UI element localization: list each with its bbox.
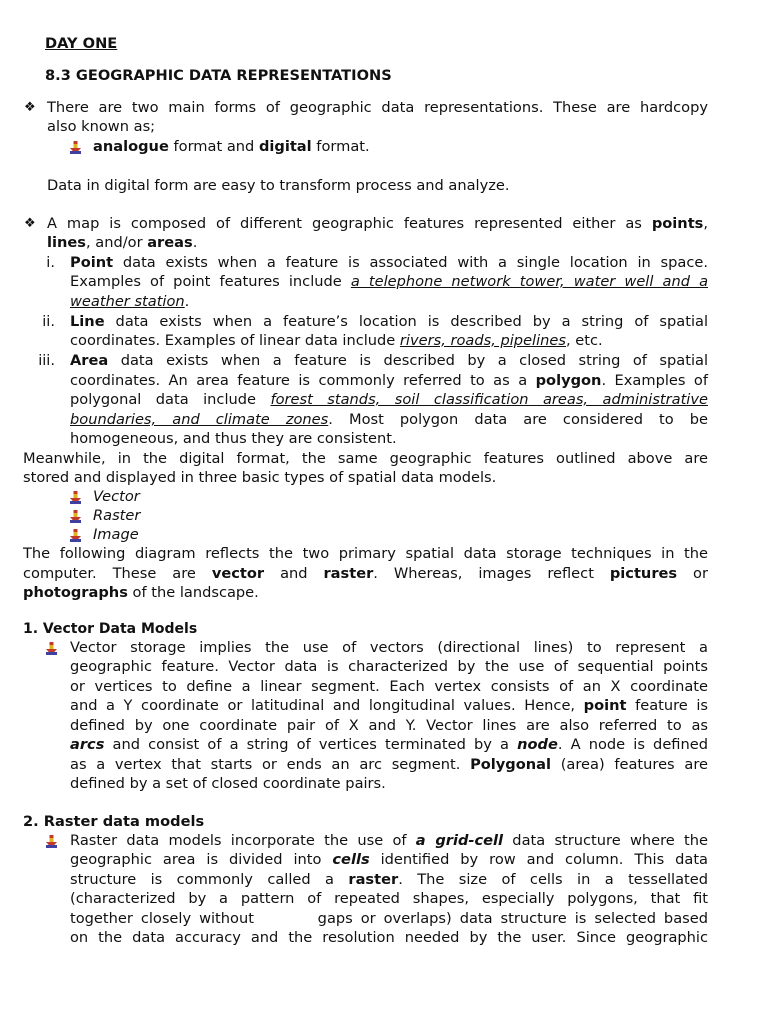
arrow-bullet-icon [70, 529, 81, 542]
raster-line-2: geographic area is divided into cells identified by row and column. This data [70, 851, 708, 868]
raster-line-4: (characterized by a pattern of repeated shapes, especially polygons, that fit [70, 890, 708, 907]
model-raster: Raster [93, 507, 141, 524]
vector-line-8: defined by a set of closed coordinate pairs. [70, 775, 386, 792]
diagram-line-3: photographs of the landscape. [23, 584, 259, 601]
arrow-bullet-icon [46, 835, 57, 848]
vector-line-7: as a vertex that starts or ends an arc segment. Polygonal (area) features are [70, 756, 708, 773]
section-heading: 8.3 GEOGRAPHIC DATA REPRESENTATIONS [45, 67, 392, 84]
diagram-line-1: The following diagram reflects the two primary spatial data storage techniques in the [23, 545, 708, 562]
meanwhile-line-1: Meanwhile, in the digital format, the same geographic features outlined above are [23, 450, 708, 467]
vector-line-5: defined by one coordinate pair of X and Y. Vector lines are also referred to as [70, 717, 708, 734]
vector-line-6: arcs and consist of a string of vertices terminated by a node. A node is defined [70, 736, 708, 753]
p1-line-3: analogue format and digital format. [93, 138, 370, 155]
meanwhile-line-2: stored and displayed in three basic types of spatial data models. [23, 469, 497, 486]
roman-numeral: ii. [42, 313, 55, 330]
diamond-bullet-icon: ❖ [24, 100, 36, 115]
vector-heading: 1. Vector Data Models [23, 621, 198, 637]
area-line-1: Area data exists when a feature is described by a closed string of spatial [70, 352, 708, 369]
p1-line-2: also known as; [47, 118, 156, 135]
raster-line-6: on the data accuracy and the resolution needed by the user. Since geographic [70, 929, 708, 946]
vector-line-4: and a Y coordinate or latitudinal and longitudinal values. Hence, point feature is [70, 697, 708, 714]
model-image: Image [93, 526, 139, 543]
line-line-1: Line data exists when a feature’s location is described by a string of spatial [70, 313, 708, 330]
p3-line-2: lines, and/or areas. [47, 234, 198, 251]
day-heading: DAY ONE [45, 35, 118, 52]
vector-line-2: geographic feature. Vector data is characterized by the use of sequential points [70, 658, 708, 675]
arrow-bullet-icon [70, 510, 81, 523]
arrow-bullet-icon [70, 491, 81, 504]
roman-numeral: iii. [38, 352, 55, 369]
raster-line-1: Raster data models incorporate the use of a grid-cell data structure where the [70, 832, 708, 849]
area-line-3: polygonal data include forest stands, soil classification areas, administrative [70, 391, 708, 408]
point-line-1: Point data exists when a feature is associated with a single location in space. [70, 254, 708, 271]
area-line-5: homogeneous, and thus they are consistent. [70, 430, 397, 447]
diamond-bullet-icon: ❖ [24, 216, 36, 231]
vector-line-3: or vertices to define a linear segment. Each vertex consists of an X coordinate [70, 678, 708, 695]
vector-line-1: Vector storage implies the use of vectors (directional lines) to represent a [70, 639, 708, 656]
raster-line-5: together closely without gaps or overlaps) data structure is selected based [70, 910, 708, 927]
model-vector: Vector [93, 488, 140, 505]
p3-line-1: A map is composed of different geographic features represented either as points, [47, 215, 708, 232]
area-line-2: coordinates. An area feature is commonly referred to as a polygon. Examples of [70, 372, 708, 389]
line-line-2: coordinates. Examples of linear data include rivers, roads, pipelines, etc. [70, 332, 603, 349]
area-line-4: boundaries, and climate zones. Most polygon data are considered to be [70, 411, 709, 428]
raster-line-3: structure is commonly called a raster. The size of cells in a tessellated [70, 871, 708, 888]
diagram-line-2: computer. These are vector and raster. Whereas, images reflect pictures or [23, 565, 708, 582]
raster-heading: 2. Raster data models [23, 813, 205, 830]
point-line-3: weather station. [70, 293, 190, 310]
point-line-2: Examples of point features include a telephone network tower, water well and a [70, 273, 709, 290]
arrow-bullet-icon [70, 141, 81, 154]
arrow-bullet-icon [46, 642, 57, 655]
p1-line-1: There are two main forms of geographic data representations. These are hardcopy [47, 99, 708, 116]
p2-text: Data in digital form are easy to transform process and analyze. [47, 177, 510, 194]
roman-numeral: i. [46, 254, 55, 271]
